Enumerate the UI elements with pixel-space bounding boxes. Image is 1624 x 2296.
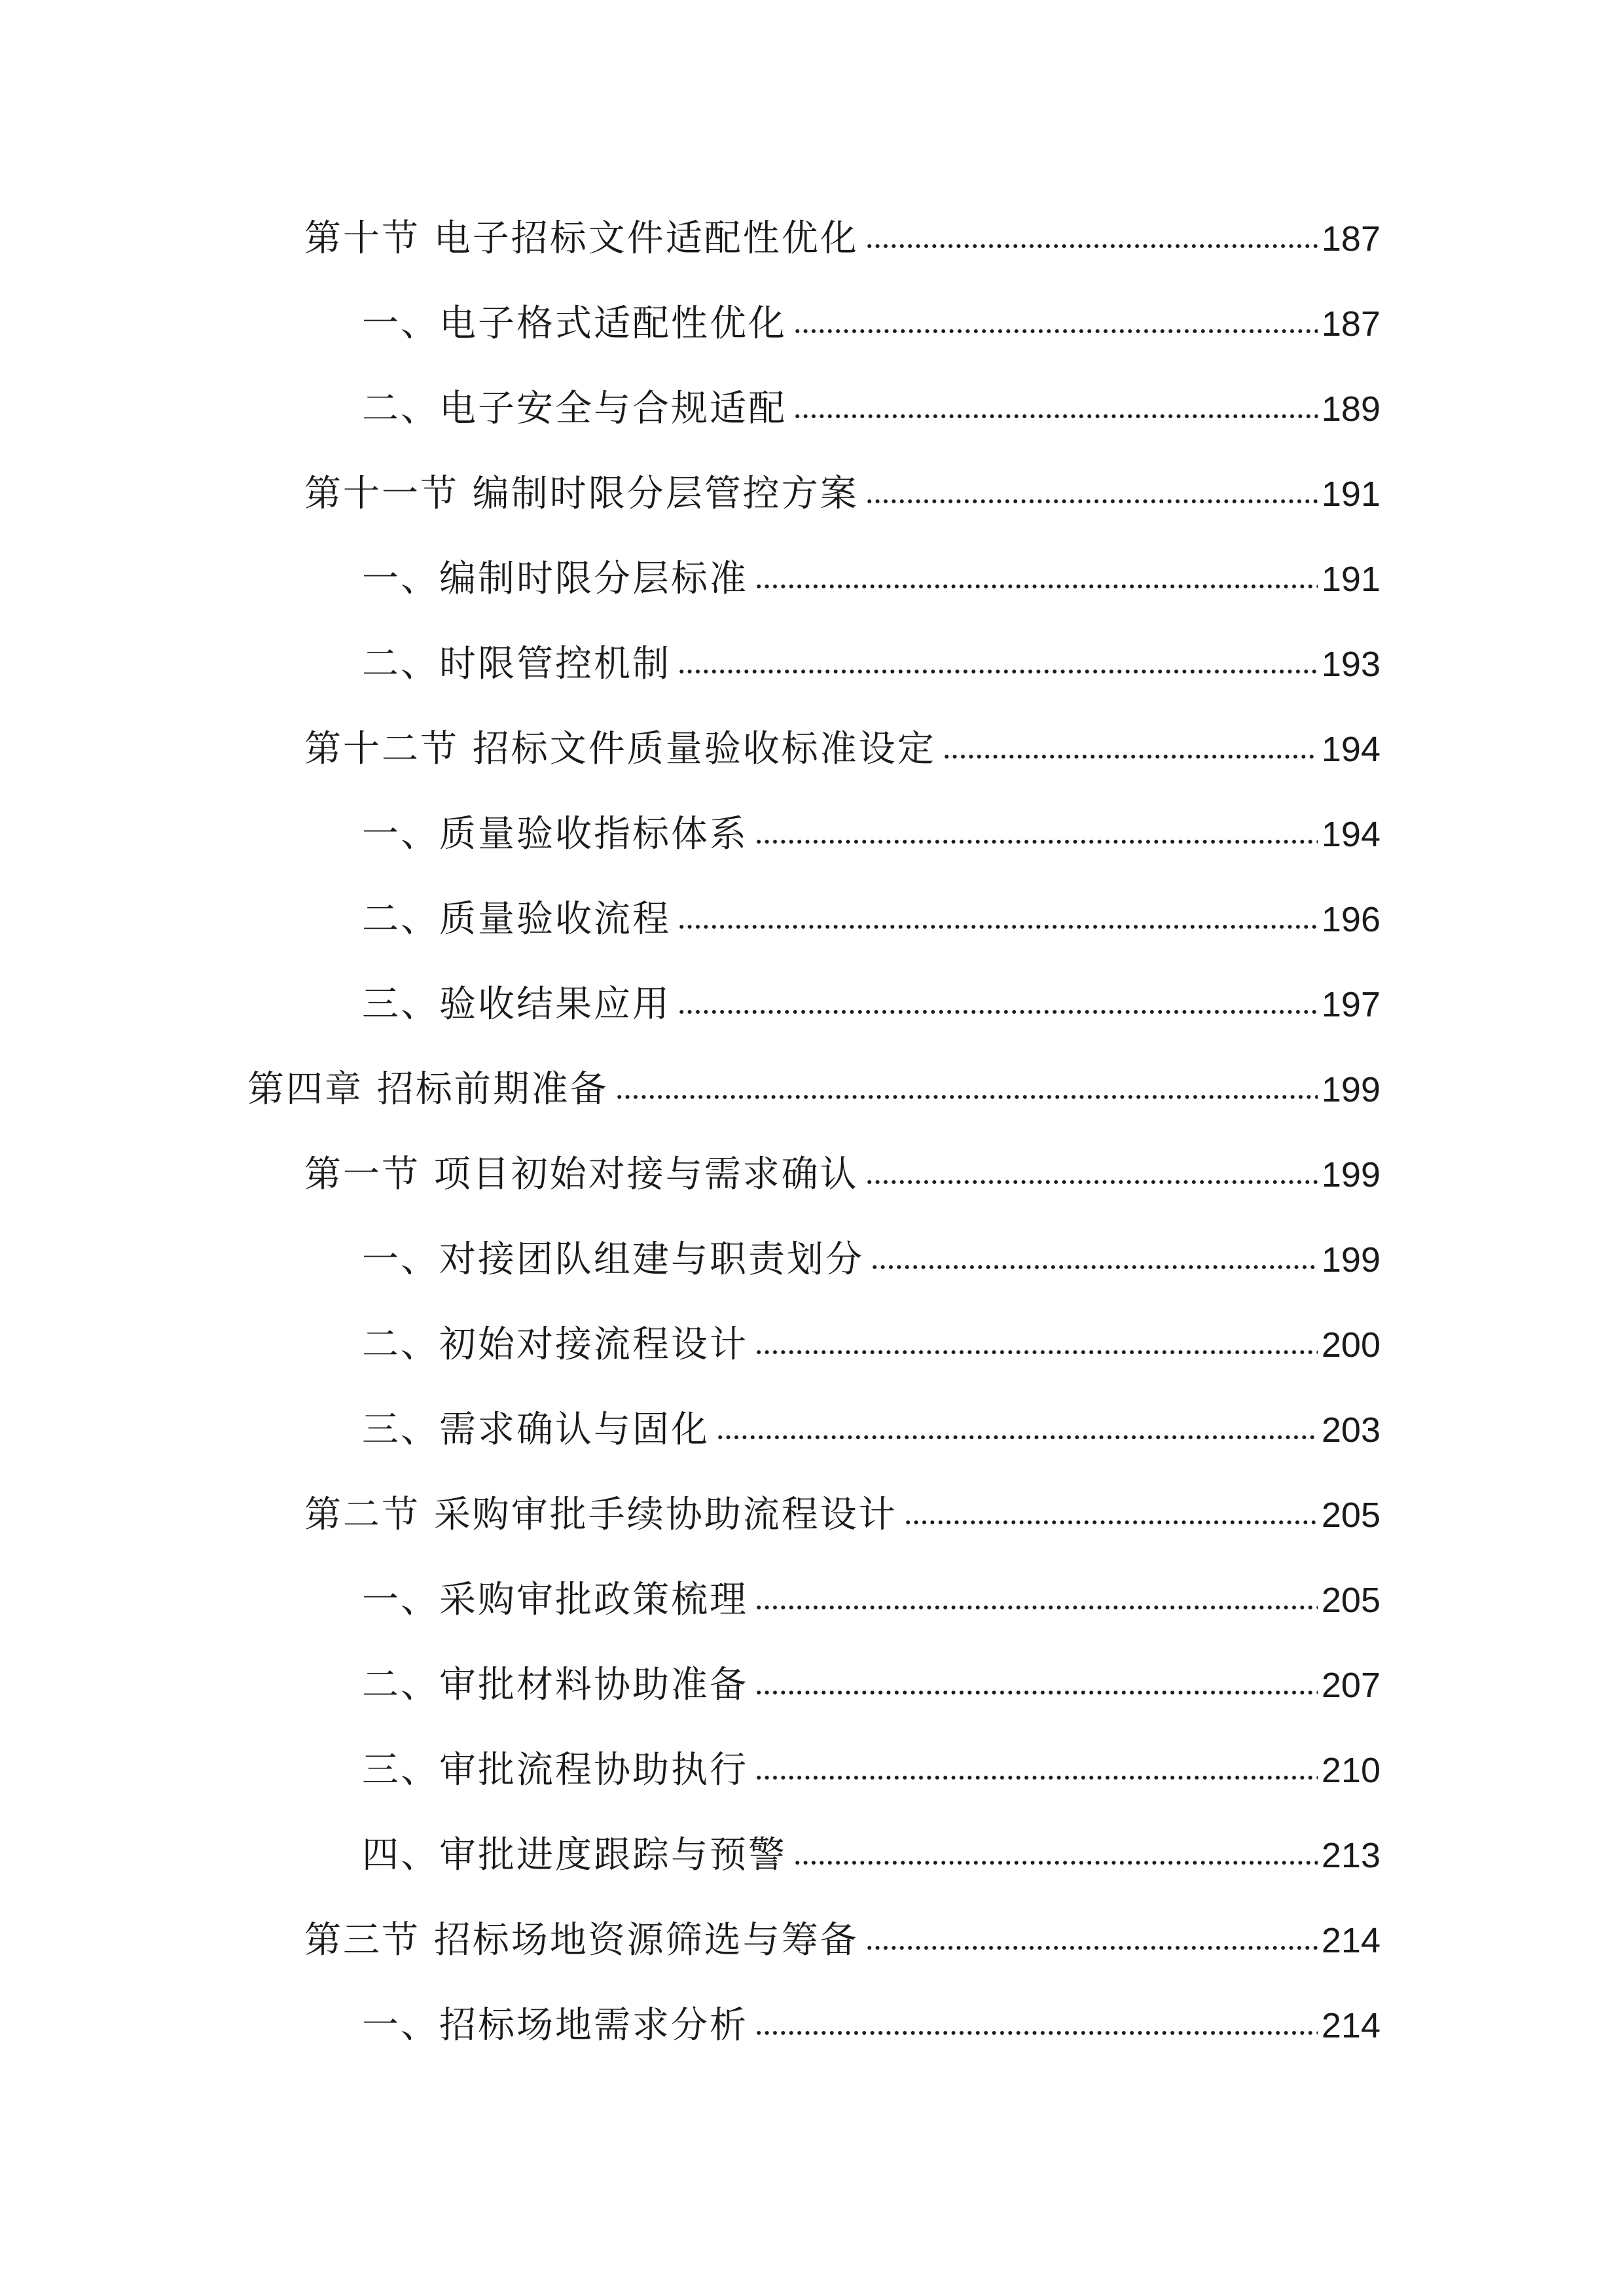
toc-entry-page: 193 bbox=[1321, 645, 1380, 684]
toc-entry[interactable] bbox=[362, 628, 1380, 700]
toc-entry[interactable] bbox=[304, 458, 1380, 530]
toc-entry[interactable] bbox=[362, 1394, 1380, 1466]
toc-dot-leader bbox=[904, 1520, 1318, 1525]
toc-entry[interactable] bbox=[304, 713, 1380, 785]
toc-entry-page: 214 bbox=[1321, 1921, 1380, 1960]
toc-dot-leader bbox=[755, 1605, 1318, 1610]
toc-dot-leader bbox=[716, 1435, 1318, 1440]
toc-dot-leader bbox=[943, 754, 1318, 759]
toc-dot-leader bbox=[793, 414, 1318, 419]
toc-dot-leader bbox=[755, 839, 1318, 844]
toc-entry[interactable] bbox=[362, 1309, 1380, 1381]
toc-entry-page: 189 bbox=[1321, 389, 1380, 429]
toc-entry-page: 207 bbox=[1321, 1666, 1380, 1705]
toc-entry-page: 197 bbox=[1321, 985, 1380, 1024]
toc-entry-page: 194 bbox=[1321, 815, 1380, 854]
toc-entry-title: 三、审批流程协助执行 bbox=[362, 1749, 748, 1791]
toc-entry-title: 四、审批进度跟踪与预警 bbox=[362, 1834, 787, 1876]
toc-dot-leader bbox=[865, 243, 1318, 249]
toc-entry-page: 187 bbox=[1321, 304, 1380, 344]
toc-entry-title: 第二节 采购审批手续协助流程设计 bbox=[304, 1494, 897, 1536]
toc-entry[interactable] bbox=[247, 1054, 1380, 1126]
toc-dot-leader bbox=[677, 1009, 1318, 1014]
toc-entry[interactable] bbox=[304, 1479, 1380, 1551]
toc-entry-title: 一、采购审批政策梳理 bbox=[362, 1579, 748, 1621]
toc-entry-title: 第三节 招标场地资源筛选与筹备 bbox=[304, 1919, 859, 1962]
toc-entry-page: 191 bbox=[1321, 560, 1380, 599]
toc-entry-title: 第十节 电子招标文件适配性优化 bbox=[304, 217, 859, 260]
toc-entry-page: 214 bbox=[1321, 2006, 1380, 2045]
toc-dot-leader bbox=[677, 924, 1318, 929]
toc-entry[interactable] bbox=[304, 1905, 1380, 1977]
toc-entry[interactable] bbox=[362, 1649, 1380, 1721]
toc-entry-page: 203 bbox=[1321, 1410, 1380, 1450]
toc-entry[interactable] bbox=[362, 1990, 1380, 2062]
toc-entry-page: 187 bbox=[1321, 219, 1380, 259]
toc-entry-title: 第一节 项目初始对接与需求确认 bbox=[304, 1153, 859, 1196]
toc-entry-title: 二、质量验收流程 bbox=[362, 898, 671, 941]
toc-entry-title: 第十二节 招标文件质量验收标准设定 bbox=[304, 728, 936, 770]
toc-entry-title: 三、验收结果应用 bbox=[362, 983, 671, 1026]
toc-dot-leader bbox=[615, 1094, 1318, 1100]
toc-entry[interactable] bbox=[304, 203, 1380, 275]
toc-entry-title: 三、需求确认与固化 bbox=[362, 1408, 710, 1451]
toc-dot-leader bbox=[865, 499, 1318, 504]
toc-entry-title: 二、审批材料协助准备 bbox=[362, 1664, 748, 1706]
toc-entry-title: 一、招标场地需求分析 bbox=[362, 2004, 748, 2047]
toc-entry[interactable] bbox=[362, 1224, 1380, 1296]
toc-dot-leader bbox=[755, 584, 1318, 589]
toc-dot-leader bbox=[865, 1179, 1318, 1185]
toc-entry-page: 205 bbox=[1321, 1496, 1380, 1535]
toc-dot-leader bbox=[755, 1690, 1318, 1695]
toc-entry-page: 191 bbox=[1321, 475, 1380, 514]
toc-dot-leader bbox=[677, 669, 1318, 674]
toc-entry[interactable] bbox=[362, 798, 1380, 870]
toc-entry-page: 200 bbox=[1321, 1325, 1380, 1365]
toc-entry-page: 199 bbox=[1321, 1240, 1380, 1280]
toc-entry-title: 一、电子格式适配性优化 bbox=[362, 302, 787, 345]
toc-entry-title: 一、编制时限分层标准 bbox=[362, 558, 748, 600]
toc-dot-leader bbox=[793, 1860, 1318, 1865]
toc-dot-leader bbox=[865, 1945, 1318, 1950]
toc-entry-title: 一、质量验收指标体系 bbox=[362, 813, 748, 855]
toc-dot-leader bbox=[755, 2030, 1318, 2036]
toc-dot-leader bbox=[793, 329, 1318, 334]
toc-entry[interactable] bbox=[362, 969, 1380, 1041]
toc-entry[interactable] bbox=[362, 543, 1380, 615]
toc-entry[interactable] bbox=[362, 884, 1380, 956]
toc-entry-page: 194 bbox=[1321, 730, 1380, 769]
toc-entry-title: 二、初始对接流程设计 bbox=[362, 1323, 748, 1366]
toc-entry-page: 205 bbox=[1321, 1581, 1380, 1620]
toc-entry[interactable] bbox=[304, 1139, 1380, 1211]
toc-entry-title: 二、电子安全与合规适配 bbox=[362, 387, 787, 430]
toc-entry-title: 一、对接团队组建与职责划分 bbox=[362, 1238, 864, 1281]
toc-entry-title: 二、时限管控机制 bbox=[362, 643, 671, 685]
toc-entry-page: 199 bbox=[1321, 1155, 1380, 1194]
toc-entry-page: 199 bbox=[1321, 1070, 1380, 1109]
toc-entry[interactable] bbox=[362, 373, 1380, 445]
toc-dot-leader bbox=[755, 1350, 1318, 1355]
toc-entry-page: 213 bbox=[1321, 1836, 1380, 1875]
toc-entry[interactable] bbox=[362, 288, 1380, 360]
toc-entry-title: 第四章 招标前期准备 bbox=[247, 1068, 609, 1111]
toc-entry-page: 210 bbox=[1321, 1751, 1380, 1790]
toc-dot-leader bbox=[871, 1265, 1318, 1270]
toc-entry[interactable] bbox=[362, 1820, 1380, 1892]
toc-entry-page: 196 bbox=[1321, 900, 1380, 939]
toc-entry-title: 第十一节 编制时限分层管控方案 bbox=[304, 473, 859, 515]
toc-dot-leader bbox=[755, 1775, 1318, 1780]
toc-entry[interactable] bbox=[362, 1564, 1380, 1636]
toc-entry[interactable] bbox=[362, 1734, 1380, 1806]
